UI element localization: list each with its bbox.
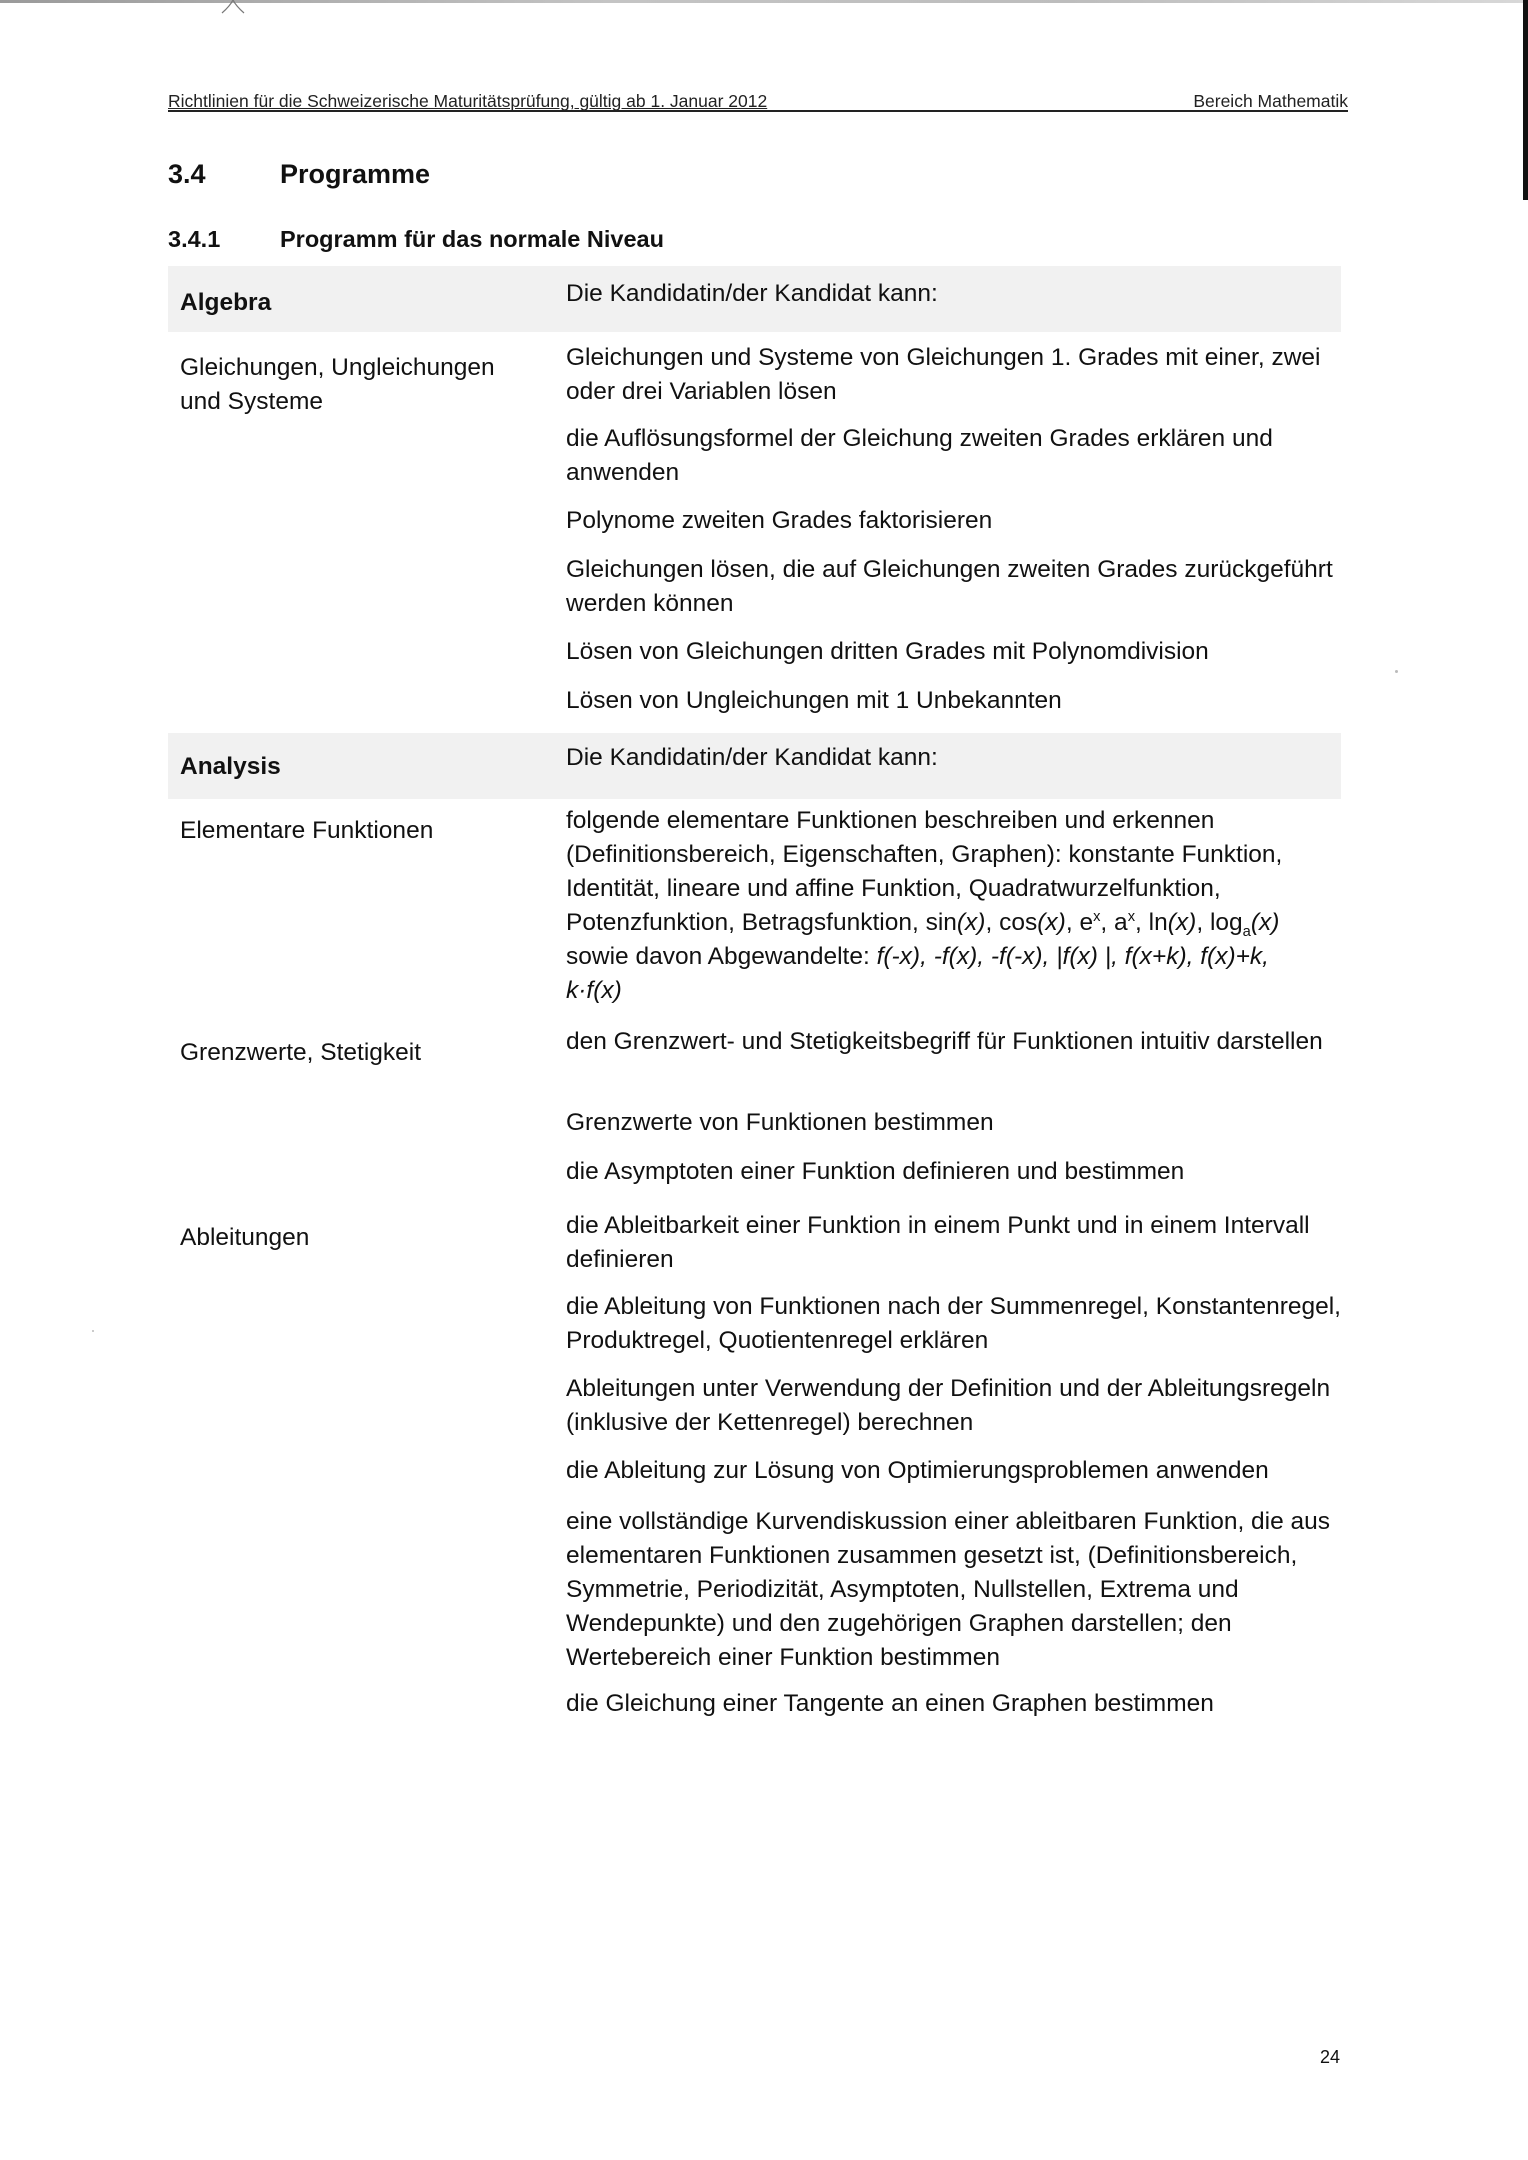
item-line: Identität, lineare und affine Funktion, Quadratwurzelfunktion, xyxy=(566,875,1221,902)
list-item: Lösen von Gleichungen dritten Grades mit Polynomdivision xyxy=(566,638,1209,665)
topic-grenzwerte: Grenzwerte, Stetigkeit xyxy=(180,1039,422,1066)
subsection-title: Programm für das normale Niveau xyxy=(280,226,664,252)
running-header-title: Richtlinien für die Schweizerische Maturitätsprüfung, gültig ab 1. Januar 2012 xyxy=(168,91,768,111)
topic-ableitungen: Ableitungen xyxy=(180,1224,310,1251)
list-item: eine vollständige Kurvendiskussion einer ableitbaren Funktion, die aus elementaren Funktionen zusammen gesetzt ist, (Definitionsbereich, Symmetrie, Periodizität, Asymptoten, Nullstellen, Extrema und Wendepunkte) und den zugehörigen Graphen darstellen; den Wertebereich einer Funktion bestimmen xyxy=(566,1508,1331,1671)
list-item: Lösen von Ungleichungen mit 1 Unbekannten xyxy=(566,687,1062,714)
topic-gleichungen: Gleichungen, Ungleichungen und Systeme xyxy=(180,354,495,415)
analysis-intro: Die Kandidatin/der Kandidat kann: xyxy=(566,744,938,771)
list-item: Gleichungen und Systeme von Gleichungen 1. Grades mit einer, zwei oder drei Variablen lösen xyxy=(566,344,1321,405)
algebra-intro: Die Kandidatin/der Kandidat kann: xyxy=(566,280,938,307)
page-number: 24 xyxy=(1320,2047,1341,2067)
list-item: die Auflösungsformel der Gleichung zweiten Grades erklären und anwenden xyxy=(566,425,1273,486)
topic-elementare-funktionen: Elementare Funktionen xyxy=(180,817,434,844)
list-item: die Ableitbarkeit einer Funktion in einem Punkt und in einem Intervall definieren xyxy=(566,1212,1310,1273)
algebra-label: Algebra xyxy=(180,289,272,316)
list-item: die Ableitung von Funktionen nach der Summenregel, Konstantenregel, Produktregel, Quotientenregel erklären xyxy=(566,1293,1341,1354)
list-item: Ableitungen unter Verwendung der Definition und der Ableitungsregeln (inklusive der Kettenregel) berechnen xyxy=(566,1375,1331,1436)
section-number: 3.4 xyxy=(168,159,206,189)
running-header-section: Bereich Mathematik xyxy=(1193,91,1348,111)
running-header xyxy=(168,88,1348,112)
section-title: Programme xyxy=(280,159,431,189)
item-line: (Definitionsbereich, Eigenschaften, Graphen): konstante Funktion, xyxy=(566,841,1283,868)
list-item: Gleichungen lösen, die auf Gleichungen zweiten Grades zurückgeführt werden können xyxy=(566,556,1333,617)
list-item: die Asymptoten einer Funktion definieren und bestimmen xyxy=(566,1158,1185,1185)
list-item: die Ableitung zur Lösung von Optimierungsproblemen anwenden xyxy=(566,1457,1269,1484)
item-line: folgende elementare Funktionen beschreiben und erkennen xyxy=(566,807,1215,834)
list-item: den Grenzwert- und Stetigkeitsbegriff für Funktionen intuitiv darstellen xyxy=(566,1028,1323,1055)
scan-staple-mark-icon xyxy=(218,0,248,14)
list-item: Grenzwerte von Funktionen bestimmen xyxy=(566,1109,994,1136)
scan-speck xyxy=(92,1330,94,1332)
item-line: sowie davon Abgewandelte: f(-x), -f(x), -f(-x), |f(x) |, f(x+k), f(x)+k, xyxy=(566,943,1269,970)
scan-edge-right xyxy=(1523,0,1528,200)
item-line: k·f(x) xyxy=(566,977,622,1004)
list-item: die Gleichung einer Tangente an einen Graphen bestimmen xyxy=(566,1690,1214,1717)
list-item-elementary-functions xyxy=(566,804,1346,1008)
scan-speck xyxy=(1395,670,1398,673)
subsection-number: 3.4.1 xyxy=(168,226,221,252)
list-item: Polynome zweiten Grades faktorisieren xyxy=(566,507,993,534)
item-line: Potenzfunktion, Betragsfunktion, sin(x), cos(x), $e^x$, $a^x$, ln(x), $\log_a(x)$ xyxy=(566,908,1280,940)
analysis-label: Analysis xyxy=(180,753,281,780)
